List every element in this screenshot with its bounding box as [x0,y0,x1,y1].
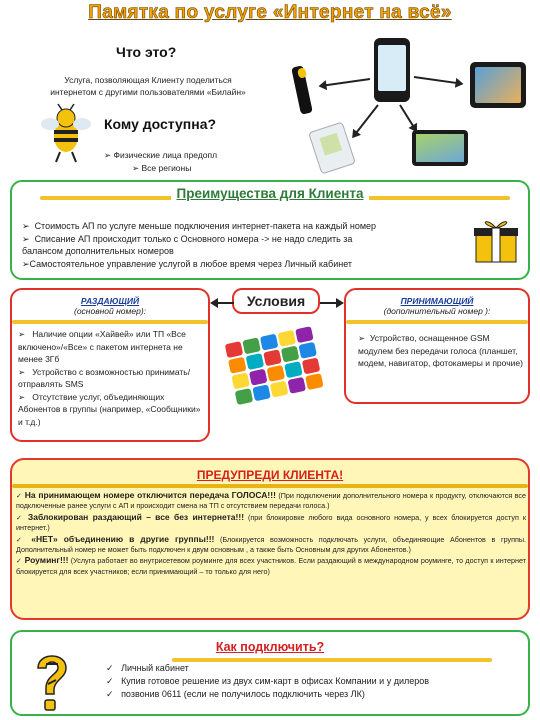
smartphone-icon [374,38,410,102]
bullet-icon: ➢ [22,258,30,269]
bullet-icon: ➢ [18,391,26,402]
bullet-icon: ➢ [22,233,30,244]
bullet-icon: ➢ [22,221,30,231]
arrow-to-modem-icon [320,78,370,87]
check-icon: ✓ [106,676,114,686]
bullet-icon: ➢ [132,163,140,173]
advantages-list [22,220,474,270]
advantages-item-1: ➢ Стоимость АП по услуге меньше подключения интернет-пакета на каждый номер [22,221,377,231]
giver-box [10,288,210,442]
who-item-2: ➢ Все регионы [132,163,192,173]
warning-list [16,490,526,577]
bee-mascot-icon [36,102,94,164]
connect-item-3: ✓ позвонив 0611 (если не получилось подключить через ЛК) [106,689,365,699]
arrow-to-tablet-icon [414,76,462,85]
bullet-icon: ➢ [18,366,26,377]
advantages-box [10,180,530,280]
receiver-title: ПРИНИМАЮЩИЙ [400,296,474,306]
what-text-line2: интернетом с другими пользователями «Билайн» [50,87,246,97]
giver-item-3: ➢ Отсутствие услуг, объединяющих Абонентов в группы (например, «Сообщники» и т.д.) [18,391,201,427]
warning-item-3: ✓ «НЕТ» объединению в другие группы!!! (Блокируется возможность подключать услуги, объединяющие Абонентов в группы. Дополнительный номер не может быть подключен к двум основным , а также быть Основным для других Абонентов.) [16,533,527,555]
arrow-to-router-icon [353,104,379,137]
warning-item-2: ✓ Заблокирован раздающий – все без интернета!!! (при блокировке любого вида основного номера, у всех блокируется доступ к интернет.) [16,511,526,533]
what-text [22,74,274,98]
question-bee-icon [30,650,74,712]
bullet-icon: ➢ [104,150,112,160]
connect-list [106,662,516,701]
warning-item-1: ✓ На принимающем номере отключится передача ГОЛОСА!!! (При подключении дополнительного номера к продукту, отключаются все подключенные ранее услуги с АП и происходит смена на ТП с отсутствием передачи голоса.) [16,490,527,511]
who-item-1: ➢ Физические лица предопл [104,150,218,160]
advantages-heading: Преимущества для Клиента [12,186,528,201]
check-icon: ✓ [106,663,114,673]
check-icon: ✓ [16,491,23,500]
giver-list [18,328,204,428]
check-icon: ✓ [106,689,114,699]
receiver-item-1: ➢ Устройство, оснащенное GSM модулем без передачи голоса (планшет, модем, навигатор, фотокамеры и прочие) [358,333,523,368]
puzzle-icon [225,325,332,422]
receiver-list [358,332,524,370]
conditions-label: Условия [232,288,320,314]
receiver-box [344,288,530,404]
advantages-item-3: ➢Самостоятельное управление услугой в любое время через Личный кабинет [22,258,353,269]
router-icon [308,122,356,175]
check-icon: ✓ [16,556,23,566]
connect-heading: Как подключить? [215,640,325,654]
giver-subtitle: (основной номер): [73,306,147,316]
warning-box [10,458,530,620]
giver-item-2: ➢ Устройство с возможностью принимать/отправлять SMS [18,366,191,389]
arrow-left-icon [212,302,234,304]
divider [12,484,528,488]
gift-icon [472,216,520,264]
receiver-subtitle: (дополнительный номер ): [383,306,491,316]
connect-box [10,630,530,716]
giver-item-1: ➢ Наличие опции «Хайвей» или ТП «Все включено»/«Все» с пакетом интернета не менее 3Гб [18,329,186,364]
check-icon: ✓ [16,512,24,522]
giver-title: РАЗДАЮЩИЙ [80,296,140,306]
what-heading: Что это? [116,44,177,60]
warning-item-4: ✓ Роуминг!!! (Услуга работает во внутрисетевом роуминге для всех участников. Если раздающий в международном роуминге, то доступ к интернет блокируется для всех участников; если принимающий – то только для него) [16,555,526,576]
advantages-item-2: ➢ Списание АП происходит только с Основного номера -> не надо следить за [22,233,353,244]
connect-item-1: ✓ Личный кабинет [106,663,189,673]
arrow-to-navigator-icon [399,104,417,131]
page-title: Памятка по услуге «Интернет на всё» [88,2,452,23]
bullet-icon: ➢ [18,329,26,339]
connect-item-2: ✓ Купив готовое решение из двух сим-карт в офисах Компании и у дилеров [106,676,430,686]
who-heading: Кому доступна? [104,116,217,132]
bullet-icon: ➢ [358,333,366,343]
arrow-right-icon [320,302,342,304]
divider [12,320,208,324]
warning-heading: ПРЕДУПРЕДИ КЛИЕНТА! [196,468,344,482]
navigator-icon [412,130,468,166]
divider [346,320,528,324]
check-icon: ✓ [16,534,26,544]
tablet-icon [470,62,526,108]
what-text-line1: Услуга, позволяющая Клиенту поделиться [64,75,232,85]
advantages-item-2-cont: балансом дополнительных номеров [22,246,174,256]
